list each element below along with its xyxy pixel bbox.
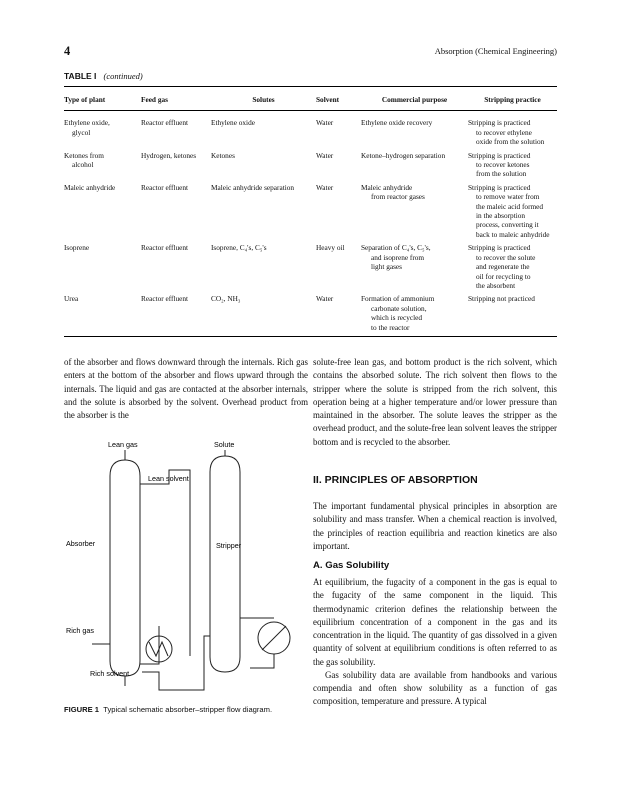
- right-column-text: [313, 356, 557, 449]
- table-row: [64, 243, 557, 294]
- table-cell-line: Isoprene: [64, 243, 90, 253]
- table-cell-line: oxide from the solution: [476, 137, 545, 147]
- label-rich-solvent: Rich solvent: [90, 669, 130, 678]
- table-cell-solvent: [316, 151, 361, 183]
- table-cell-solvent: [316, 111, 361, 151]
- table-cell-line: Water: [316, 150, 334, 160]
- table-cell-purpose: [361, 151, 468, 183]
- table-row: [64, 294, 557, 336]
- table-cell-line: Ethylene oxide,: [64, 118, 110, 128]
- paragraph: solute-free lean gas, and bottom product is the rich solvent, which contains the absorbed solute. The rich solvent then flows to the stripper where the solute is stripped from the rich solvent, this operation being at a higher temperature and/or lower pressure than maintained in the absorber. The solute leaves the stripper as the overhead product, and the solute-free lean solvent leaves the stripper bottom and is recycled to the absorber.: [313, 357, 557, 447]
- table-cell-line: Isoprene, C₄'s, C₅'s: [211, 243, 267, 253]
- paragraph: of the absorber and flows downward through the internals. Rich gas enters at the bottom of the absorber and flows upward through the internals. The liquid and gas are contacted at the absorber internals, and the solute is absorbed by the solvent. Overhead product from the absorber is the: [64, 357, 308, 420]
- table-cell-line: from the solution: [476, 169, 527, 179]
- left-column-text: [64, 356, 308, 422]
- table-cell-stripping: [468, 294, 557, 336]
- table-cell-solutes: [211, 151, 316, 183]
- table-cell-plant: [64, 111, 141, 151]
- table-cell-line: the absorbent: [476, 280, 516, 290]
- table-cell-plant: [64, 243, 141, 294]
- table-cell-line: Urea: [64, 294, 79, 304]
- table-cell-line: Stripping is practiced: [468, 150, 531, 160]
- table-cell-line: to recover the solute: [476, 252, 536, 262]
- table-cell-stripping: [468, 111, 557, 151]
- table-cell-line: Reactor effluent: [141, 118, 189, 128]
- column-header: Solvent: [316, 87, 361, 111]
- table-cell-purpose: [361, 183, 468, 243]
- table-cell-line: Reactor effluent: [141, 243, 189, 253]
- table-cell-line: Maleic anhydride: [64, 182, 116, 192]
- table-cell-line: Stripping not practiced: [468, 294, 535, 304]
- column-header: Feed gas: [141, 87, 211, 111]
- table-cell-line: back to maleic anhydride: [476, 229, 550, 239]
- table-cell-line: Reactor effluent: [141, 294, 189, 304]
- table-cell-feed: [141, 151, 211, 183]
- table-cell-line: Ketones from: [64, 150, 104, 160]
- table-cell-feed: [141, 111, 211, 151]
- table-cell-stripping: [468, 183, 557, 243]
- label-stripper: Stripper: [216, 541, 242, 550]
- running-head: Absorption (Chemical Engineering): [434, 46, 557, 56]
- table-cell-line: Formation of ammonium: [361, 294, 435, 304]
- table-cell-feed: [141, 183, 211, 243]
- table-caption: [64, 71, 143, 81]
- stripper-vessel: [210, 456, 240, 672]
- section-heading: II. PRINCIPLES OF ABSORPTION: [313, 474, 478, 486]
- table-cell-line: and isoprene from: [371, 252, 425, 262]
- table-header-row: [64, 87, 557, 111]
- column-header: Type of plant: [64, 87, 141, 111]
- table-cell-purpose: [361, 294, 468, 336]
- table-cell-purpose: [361, 111, 468, 151]
- subsection-heading: A. Gas Solubility: [313, 560, 390, 571]
- table-cell-line: to recover ketones: [476, 160, 530, 170]
- table-cell-line: Ketone–hydrogen separation: [361, 150, 446, 160]
- table-cell-line: which is recycled: [371, 313, 423, 323]
- table-cell-solutes: [211, 111, 316, 151]
- paragraph: At equilibrium, the fugacity of a component in the gas is equal to the fugacity of the same component in the liquid. This thermodynamic criterion defines the relationship between the equilibrium concentration of a component in the gas and its concentration in the liquid. The quantity of gas dissolved in a given quantity of solvent at equilibrium conditions is often referred to as the gas solubility.: [313, 577, 557, 667]
- label-rich-gas: Rich gas: [66, 626, 94, 635]
- table-cell-solutes: [211, 294, 316, 336]
- column-header: Stripping practice: [468, 87, 557, 111]
- table-cell-solvent: [316, 243, 361, 294]
- table-cell-plant: [64, 151, 141, 183]
- table-cell-line: Ketones: [211, 150, 235, 160]
- table-cell-purpose: [361, 243, 468, 294]
- table-cell-line: Stripping is practiced: [468, 243, 531, 253]
- label-lean-gas: Lean gas: [108, 440, 138, 449]
- table-cell-plant: [64, 294, 141, 336]
- table-cell-line: Ethylene oxide recovery: [361, 118, 433, 128]
- table-cell-line: Stripping is practiced: [468, 182, 531, 192]
- table-cell-line: CO₂, NH₃: [211, 294, 241, 304]
- table-cell-feed: [141, 243, 211, 294]
- table-cell-line: Water: [316, 294, 334, 304]
- table-cell-line: in the absorption: [476, 211, 526, 221]
- table-cell-stripping: [468, 243, 557, 294]
- column-header: Commercial purpose: [361, 87, 468, 111]
- absorber-vessel: [110, 460, 140, 676]
- table-cell-line: Maleic anhydride: [361, 182, 413, 192]
- right-column-text-2: [313, 500, 557, 553]
- right-column-text-3: [313, 576, 557, 709]
- table-row: [64, 151, 557, 183]
- table-cell-line: Reactor effluent: [141, 182, 189, 192]
- table-cell-line: and regenerate the: [476, 262, 530, 272]
- page-number: 4: [64, 44, 71, 58]
- table-cell-solutes: [211, 243, 316, 294]
- table-cell-line: oil for recycling to: [476, 271, 531, 281]
- table-cell-line: alcohol: [72, 160, 94, 170]
- table-caption-label: TABLE I: [64, 71, 97, 81]
- figure-caption-label: FIGURE 1: [64, 705, 100, 714]
- table-cell-line: to remove water from: [476, 192, 540, 202]
- figure-caption: [64, 705, 272, 714]
- table-row: [64, 111, 557, 151]
- table-cell-line: process, converting it: [476, 220, 539, 230]
- table-cell-line: Water: [316, 118, 334, 128]
- paragraph: The important fundamental physical principles in absorption are solubility and mass transfer. When a chemical reaction is involved, the principles of reaction equilibria and reaction kinetics are also important.: [313, 501, 557, 551]
- figure-caption-text: Typical schematic absorber–stripper flow diagram.: [103, 705, 273, 714]
- table-cell-line: Ethylene oxide: [211, 118, 255, 128]
- table-cell-line: light gases: [371, 262, 403, 272]
- table-cell-line: Hydrogen, ketones: [141, 150, 197, 160]
- table-cell-line: glycol: [72, 127, 91, 137]
- label-solute: Solute: [214, 440, 235, 449]
- table-cell-line: to recover ethylene: [476, 127, 532, 137]
- column-header: Solutes: [211, 87, 316, 111]
- label-lean-solvent: Lean solvent: [148, 474, 189, 483]
- paragraph: Gas solubility data are available from handbooks and various compendia and often show solubility as a function of gas composition, temperature and pressure. A typical: [313, 669, 557, 707]
- table-cell-line: the maleic acid formed: [476, 201, 544, 211]
- table-cell-solvent: [316, 294, 361, 336]
- table-cell-line: Water: [316, 182, 334, 192]
- table-cell-solvent: [316, 183, 361, 243]
- flow-diagram: [64, 436, 314, 698]
- table-cell-solutes: [211, 183, 316, 243]
- table-cell-line: carbonate solution,: [371, 303, 427, 313]
- table-cell-line: from reactor gases: [371, 192, 425, 202]
- table-cell-line: to the reactor: [371, 322, 410, 332]
- data-table: [64, 86, 557, 337]
- table-cell-line: Heavy oil: [316, 243, 345, 253]
- table-cell-line: Maleic anhydride separation: [211, 182, 295, 192]
- table-cell-feed: [141, 294, 211, 336]
- label-absorber: Absorber: [66, 539, 96, 548]
- table-row: [64, 183, 557, 243]
- table-cell-line: Separation of C₄'s, C₅'s,: [361, 243, 431, 253]
- table-caption-note: (continued): [103, 71, 143, 81]
- table-cell-stripping: [468, 151, 557, 183]
- table-cell-line: Stripping is practiced: [468, 118, 531, 128]
- table-cell-plant: [64, 183, 141, 243]
